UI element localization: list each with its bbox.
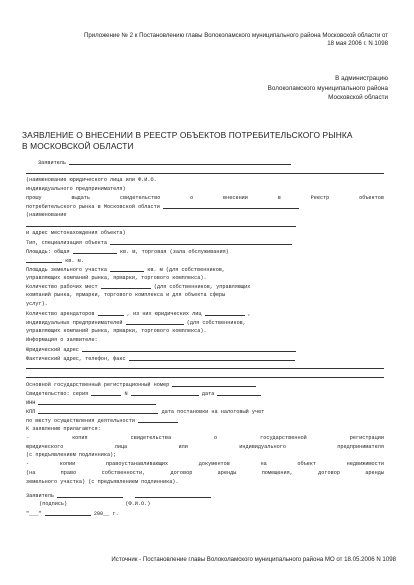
tenants-comma: , [247, 311, 251, 318]
signature-name-field[interactable] [135, 491, 211, 498]
signature-captions-line [26, 500, 384, 509]
tenants-label: Количество арендаторов [26, 311, 95, 318]
tenants-line-3: управляющих компаний рынка, ярмарки, торгового комплекса). [26, 327, 207, 334]
source-note: Источник - Постановление главы Волоколамского муниципального района МО от 18.05.2006 N 1098 [111, 556, 396, 563]
signature-applicant-label: Заявитель [26, 492, 55, 499]
location-note: и адрес местонахождения объекта) [26, 230, 126, 237]
fio-caption: (Ф.И.О.) [125, 500, 151, 507]
land-area-unit: кв. м (для собственников, [147, 266, 226, 273]
inn-field[interactable] [38, 398, 156, 405]
legal-address-label: Юридический адрес [26, 346, 79, 353]
activity-place-label: по месту осуществления деятельности [26, 417, 135, 424]
tenants-legal-field[interactable] [205, 309, 245, 316]
certificate-series-label: Свидетельство: серия [26, 391, 89, 398]
applicant-field[interactable] [69, 158, 291, 165]
applicant-line [26, 158, 384, 167]
land-area-field[interactable] [110, 265, 144, 272]
tax-date-label: дата постановки на налоговый учет [161, 408, 265, 415]
actual-address-line [26, 354, 384, 363]
legal-address-field[interactable] [82, 345, 296, 352]
workplaces-note: (для собственников, управляющих [153, 284, 251, 291]
attachments-heading: К заявлению прилагаются: [26, 425, 101, 432]
land-line-2: управляющих компаний рынка, ярмарки, торгового комплекса). [26, 274, 207, 281]
legal-address-line [26, 345, 384, 354]
area-line-2 [26, 256, 384, 265]
area-total-field[interactable] [73, 247, 117, 254]
workplaces-line-1 [26, 282, 384, 291]
applicant-note-2: индивидуального предпринимателя) [26, 185, 126, 192]
appendix-line-1: Приложение № 2 к Постановлению главы Волоколамского муниципального района Московской области от [83, 32, 388, 39]
object-name-field-line-2[interactable] [26, 220, 296, 227]
tenants-legal-label: , из них юридических лиц [126, 311, 202, 318]
actual-address-field-line-2[interactable] [26, 362, 384, 369]
activity-place-line [26, 416, 384, 425]
object-type-field[interactable] [110, 238, 292, 245]
certificate-number-label: N [124, 391, 128, 398]
actual-address-field-line-3[interactable] [26, 371, 384, 378]
addressee-line-1: В администрацию [335, 75, 388, 82]
area-total-label: Площадь: общая [26, 248, 70, 255]
area-trade-label: кв. м, торговая (зала обслуживания) [119, 248, 229, 255]
ogrn-line [26, 380, 384, 389]
area-trade-unit: кв. м. [65, 257, 84, 264]
ogrn-field[interactable] [172, 380, 256, 387]
workplaces-field[interactable] [101, 282, 151, 289]
kpp-label: КПП [26, 408, 36, 415]
workplaces-line-2: компаний рынка, ярмарки, торгового комплекса и для объекта сферы [26, 292, 226, 299]
appendix-line-2: 18 мая 2006 г. N 1098 [327, 40, 388, 47]
attachment-2-line-3: земельного участка) (с предъявлением подлинника). [26, 479, 179, 486]
attachment-2-line-2: (на право собственности, договор аренды помещения, договор аренды [26, 470, 384, 477]
request-line-2 [26, 202, 384, 211]
actual-address-field[interactable] [129, 354, 295, 361]
applicant-label: Заявитель [38, 160, 67, 166]
object-name-field-2 [26, 220, 384, 229]
tenants-ip-note: (для собственников, [186, 320, 246, 327]
attachment-1-line-3: (с предъявлением подлинника); [26, 452, 117, 459]
actual-address-label: Фактический адрес, телефон, факс [26, 355, 126, 362]
workplaces-line-3: услуг). [26, 301, 48, 308]
kpp-field[interactable] [38, 407, 158, 414]
date-day: "___" [26, 510, 42, 517]
date-line [26, 509, 384, 518]
inn-label: ИНН [26, 400, 36, 407]
addressee-block [200, 74, 388, 103]
object-name-field[interactable] [163, 202, 299, 209]
kpp-line [26, 407, 384, 416]
tenants-ip-label: индивидуальных предпринимателей [26, 320, 123, 327]
inn-line [26, 398, 384, 407]
certificate-date-label: дата [201, 391, 215, 398]
request-line-2-text: потребительского рынка в Московской области [26, 204, 160, 211]
actual-address-field-3 [26, 371, 384, 380]
area-trade-field[interactable] [26, 256, 62, 263]
date-month-field[interactable] [45, 509, 91, 516]
attachment-2-line-1: - копии правоустанавливающих документов на объект недвижимости [26, 461, 384, 468]
applicant-field-line-2[interactable] [26, 167, 384, 174]
area-line-1 [26, 247, 384, 256]
certificate-date-field[interactable] [217, 389, 261, 396]
request-line-1: прошу выдать свидетельство о внесении в Реестр объектов [26, 194, 384, 201]
tenants-ip-field[interactable] [126, 318, 184, 325]
certificate-number-field[interactable] [131, 389, 199, 396]
object-type-label: Тип, специализация объекта [26, 240, 107, 247]
addressee-line-3: Московской области [328, 94, 388, 101]
ogrn-label: Основной государственный регистрационный номер [26, 382, 170, 389]
workplaces-label: Количество рабочих мест [26, 284, 98, 291]
document-title [22, 130, 394, 151]
applicant-field-2 [26, 167, 384, 176]
signature-field[interactable] [57, 491, 123, 498]
title-line-2: В МОСКОВСКОЙ ОБЛАСТИ [22, 140, 134, 151]
tenants-line-2 [26, 318, 384, 327]
certificate-series-field[interactable] [91, 389, 121, 396]
tenants-line-1 [26, 309, 384, 318]
addressee-line-2: Волоколамского муниципального района [267, 84, 388, 92]
date-year: 200__ г. [93, 510, 119, 517]
tenants-field[interactable] [98, 309, 124, 316]
signature-caption: (подпись) [39, 500, 68, 507]
attachment-1-line-1: - копия свидетельства о государственной регистрации [26, 434, 384, 441]
application-form [26, 158, 384, 518]
certificate-line [26, 389, 384, 398]
appendix-reference [28, 32, 388, 48]
object-name-note: (наименование [26, 212, 67, 219]
applicant-note-1: (наименование юридического лица или Ф.И.О. [26, 176, 157, 183]
land-line-1 [26, 265, 384, 274]
signature-line [26, 491, 384, 500]
attachment-1-line-2: юридического лица или индивидуального предпринимателя [26, 443, 384, 450]
title-line-1: ЗАЯВЛЕНИЕ О ВНЕСЕНИИ В РЕЕСТР ОБЪЕКТОВ ПОТРЕБИТЕЛЬСКОГО РЫНКА [22, 130, 353, 140]
object-type-line [26, 238, 384, 247]
activity-place-field[interactable] [138, 416, 178, 423]
applicant-info-heading: Информация о заявителе: [26, 336, 98, 343]
land-area-label: Площадь земельного участка [26, 266, 107, 273]
actual-address-field-2 [26, 362, 384, 371]
